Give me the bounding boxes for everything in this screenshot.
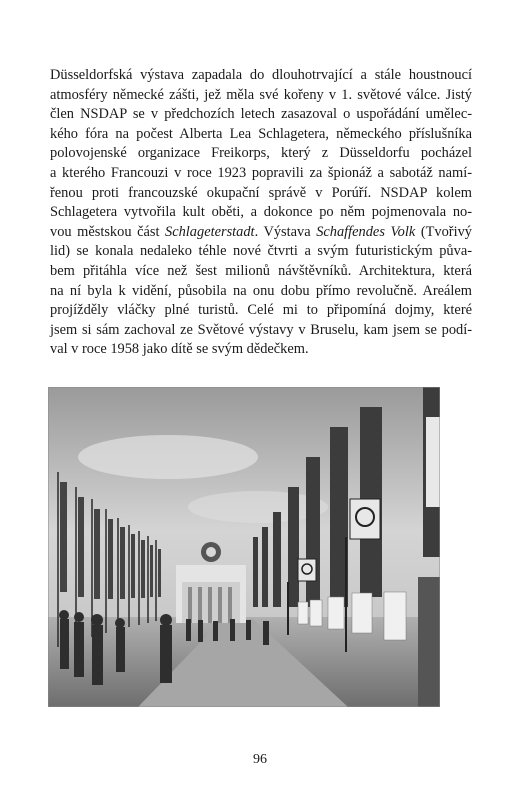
text-line: člen NSDAP se v předchozích letech zasazoval o uspořádání umělec- [50,106,472,123]
text-run: (Tvořivý [415,223,472,240]
italic-title-schlageterstadt: Schlageterstadt [165,223,255,240]
exhibition-photo-illustration [48,387,440,707]
body-paragraph [50,66,472,360]
text-line: jsem si sám zachoval ze Světové výstavy v Bruselu, kam jsem se podí- [50,321,472,338]
text-line: val v roce 1958 jako dítě se svým dědečkem. [50,341,309,358]
exhibition-photo [48,387,440,707]
text-line [50,223,472,243]
tree-edge [418,577,440,707]
cloud [78,435,258,479]
text-line: polovojenské organizace Freikorps, který z Düsseldorfu pocházel [50,145,472,162]
text-line: a kterého Francouzi v roce 1923 popravili za špionáž a sabotáž namí- [50,164,472,181]
text-line: Düsseldorfská výstava zapadala do dlouhotrvající a stále houstnoucí [50,67,472,83]
text-line: kého fóra na počest Alberta Lea Schlagetera, německého příslušníka [50,125,472,142]
text-line: Schlagetera vytvořila kult oběti, a dokonce po něm pojmenovala no- [50,204,472,221]
text-line: atmosféry německé zášti, jež měla své kořeny v 1. světové válce. Jistý [50,86,472,103]
text-line: lid) se konala nedaleko téhle nové čtvrti a svým futuristickým půva- [50,243,472,260]
text-run: vou městskou část [50,223,166,240]
text-line: řenou proti francouzské okupační správě v Porúří. NSDAP kolem [50,184,472,201]
italic-title-schaffendes-volk: Schaffendes Volk [316,223,416,240]
text-run: . Výstava [254,223,317,240]
text-line: bem přitáhla více než šest milionů návštěvníků. Architektura, která [50,262,472,279]
page-number: 96 [253,752,267,767]
text-line: projížděly vláčky plné turistů. Celé mi to připomíná dojmy, které [50,302,472,319]
text-line: na ní byla k vidění, působila na onu dobu přímo revolučně. Areálem [50,282,472,299]
